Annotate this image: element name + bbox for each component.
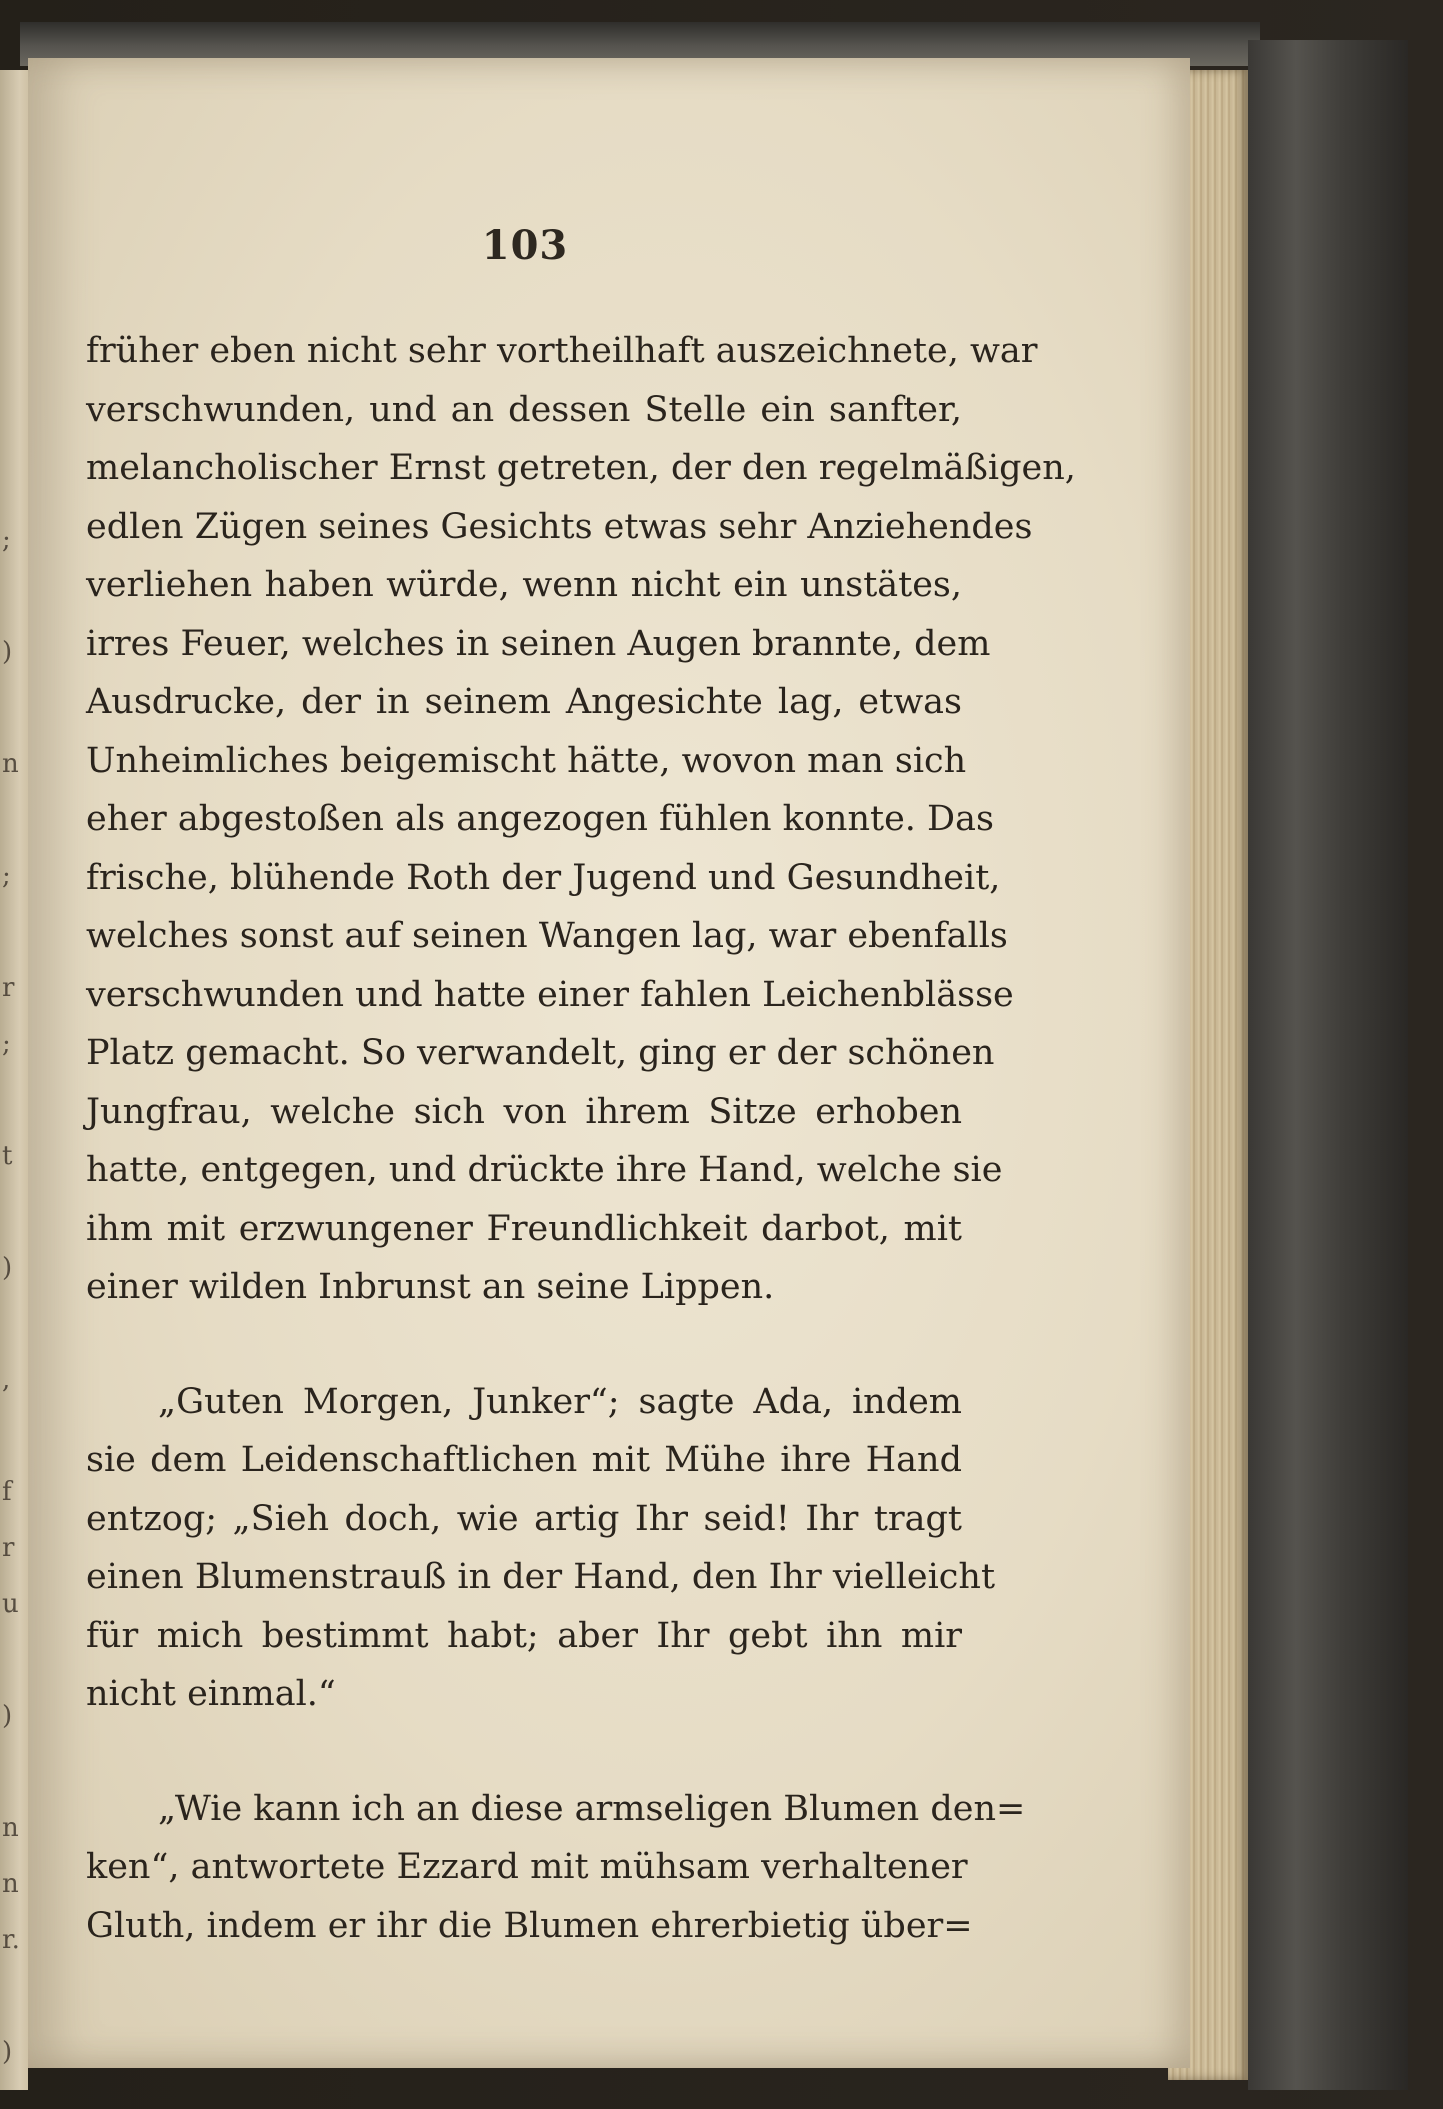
text-line: „Wie kann ich an diese armseligen Blumen den= (158, 1788, 1026, 1829)
text-line: entzog; „Sieh doch, wie artig Ihr seid! Ihr tragt (86, 1498, 962, 1539)
paragraph-gap (86, 1724, 962, 1780)
text-line: einen Blumenstrauß in der Hand, den Ihr vielleicht (86, 1557, 996, 1597)
facing-page-edge (0, 70, 28, 2090)
text-line: „Guten Morgen, Junker“; sagte Ada, indem (158, 1381, 962, 1422)
paragraph-gap (86, 1317, 962, 1373)
text-line: eher abgestoßen als angezogen fühlen konnte. Das (86, 799, 994, 839)
text-line: edlen Zügen seines Gesichts etwas sehr Anziehendes (86, 506, 1033, 547)
text-line: welches sonst auf seinen Wangen lag, war ebenfalls (86, 916, 1008, 956)
text-line: Jungfrau, welche sich von ihrem Sitze erhoben (86, 1091, 962, 1132)
text-line: Ausdrucke, der in seinem Angesichte lag, etwas (86, 682, 962, 722)
text-line: hatte, entgegen, und drückte ihre Hand, welche sie (86, 1150, 1003, 1190)
page-body-text (86, 322, 1076, 1955)
facing-page-text-fragments: ; ) n ; r ; t ) , f r u ) n n r. ) (2, 525, 20, 2067)
text-line: verschwunden und hatte einer fahlen Leichenblässe (86, 974, 1014, 1015)
paragraph-2 (86, 1373, 996, 1724)
text-line: irres Feuer, welches in seinen Augen brannte, dem (86, 623, 991, 664)
text-line: einer wilden Inbrunst an seine Lippen. (86, 1267, 775, 1307)
text-line: für mich bestimmt habt; aber Ihr gebt ihn mir (86, 1615, 962, 1656)
page-number: 103 (481, 222, 569, 269)
text-line: verschwunden, und an dessen Stelle ein sanfter, (86, 389, 962, 430)
text-line: frische, blühende Roth der Jugend und Gesundheit, (86, 857, 1001, 898)
book-cover-spine (1248, 40, 1408, 2090)
text-line: Unheimliches beigemischt hätte, wovon man sich (86, 740, 967, 781)
paragraph-1 (86, 322, 1076, 1317)
text-line: Platz gemacht. So verwandelt, ging er der schönen (86, 1033, 995, 1073)
text-line: ken“, antwortete Ezzard mit mühsam verhaltener (86, 1847, 968, 1887)
text-line: verliehen haben würde, wenn nicht ein unstätes, (86, 565, 962, 605)
text-line: melancholischer Ernst getreten, der den regelmäßigen, (86, 448, 1076, 488)
text-line: Gluth, indem er ihr die Blumen ehrerbietig über= (86, 1905, 973, 1946)
text-line: sie dem Leidenschaftlichen mit Mühe ihre Hand (86, 1440, 962, 1480)
text-line: nicht einmal.“ (86, 1674, 336, 1714)
text-line: früher eben nicht sehr vortheilhaft auszeichnete, war (86, 331, 1038, 371)
paragraph-3 (86, 1780, 1026, 1956)
text-line: ihm mit erzwungener Freundlichkeit darbot, mit (86, 1208, 962, 1249)
